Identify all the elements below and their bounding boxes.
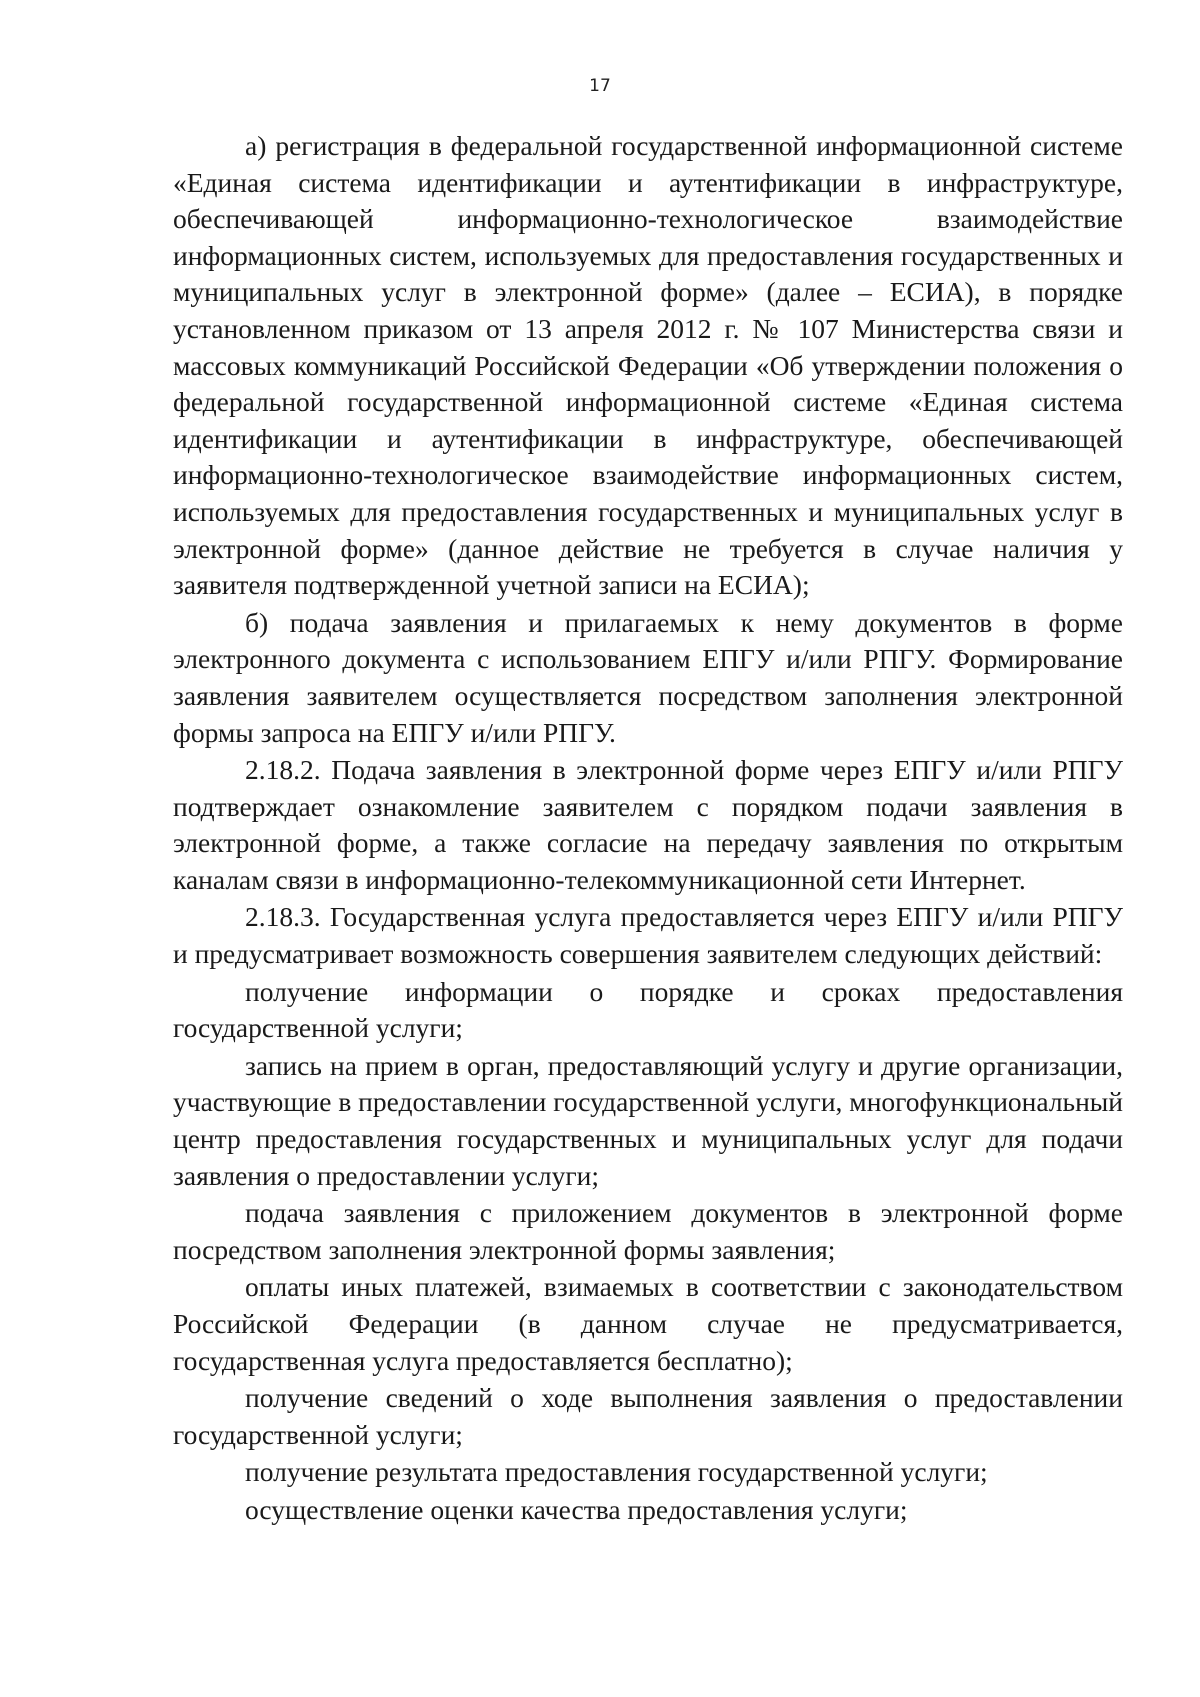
list-item-appointment: запись на прием в орган, предоставляющий услугу и другие организации, участвующие в предоставлении государственной услуги, многофункциональный центр предоставления государственных и муниципальных услуг для подачи заявления о предоставлении услуги; bbox=[173, 1049, 1123, 1191]
list-item-payments: оплаты иных платежей, взимаемых в соответствии с законодательством Российской Федерации (в данном случае не предусматривается, государственная услуга предоставляется бесплатно); bbox=[173, 1271, 1123, 1376]
paragraph-2-18-2: 2.18.2. Подача заявления в электронной форме через ЕПГУ и/или РПГУ подтверждает ознакомление заявителем с порядком подачи заявления в электронной форме, а также согласие на передачу заявления по открытым каналам связи в информационно-телекоммуникационной сети Интернет. bbox=[173, 754, 1123, 895]
document-body bbox=[173, 128, 1123, 1529]
paragraph-application-submission: б) подача заявления и прилагаемых к нему документов в форме электронного документа с использованием ЕПГУ и/или РПГУ. Формирование заявления заявителем осуществляется посредством заполнения электронной формы запроса на ЕПГУ и/или РПГУ. bbox=[173, 606, 1123, 748]
list-item-quality-assessment: осуществление оценки качества предоставления услуги; bbox=[245, 1493, 908, 1525]
list-item-result: получение результата предоставления государственной услуги; bbox=[245, 1456, 988, 1488]
list-item-submission: подача заявления с приложением документов в электронной форме посредством заполнения электронной формы заявления; bbox=[173, 1197, 1123, 1265]
paragraph-2-18-3: 2.18.3. Государственная услуга предоставляется через ЕПГУ и/или РПГУ и предусматривает возможность совершения заявителем следующих действий: bbox=[173, 901, 1123, 970]
page-number: 17 bbox=[589, 76, 611, 96]
paragraph-esia-registration: а) регистрация в федеральной государственной информационной системе «Единая система идентификации и аутентификации в инфраструктуре, обеспечивающей информационно-технологическое взаимодействие информационных систем, используемых для предоставления государственных и муниципальных услуг в электронной форме» (далее – ЕСИА), в порядке установленном приказом от 13 апреля 2012 г. № 107 Министерства связи и массовых коммуникаций Российской Федерации «Об утверждении положения о федеральной государственной информационной системе «Единая система идентификации и аутентификации в инфраструктуре, обеспечивающей информационно-технологическое взаимодействие информационных систем, используемых для предоставления государственных и муниципальных услуг в электронной форме» (данное действие не требуется в случае наличия у заявителя подтвержденной учетной записи на ЕСИА); bbox=[173, 130, 1123, 601]
list-item-information: получение информации о порядке и сроках предоставления государственной услуги; bbox=[173, 975, 1123, 1044]
list-item-status: получение сведений о ходе выполнения заявления о предоставлении государственной услуги; bbox=[173, 1382, 1123, 1450]
